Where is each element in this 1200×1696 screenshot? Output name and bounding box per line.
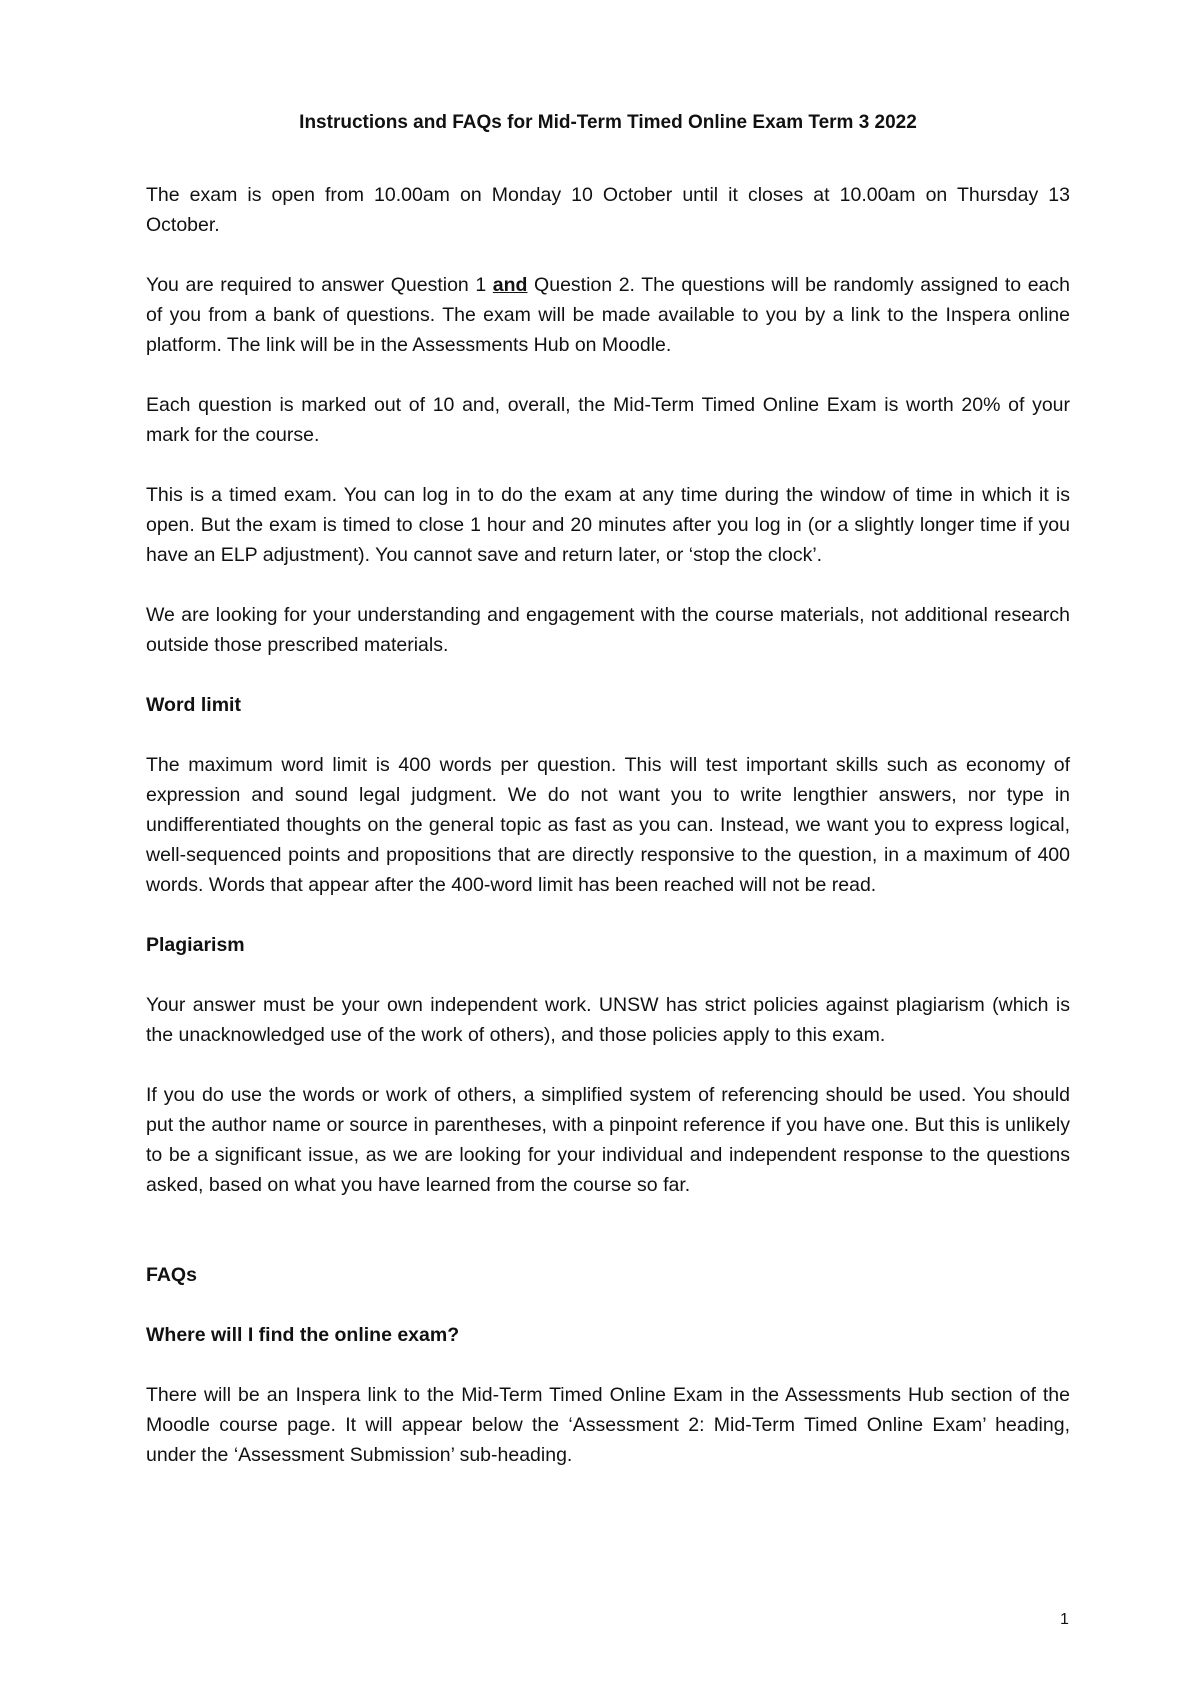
- questions-text-start: You are required to answer Question 1: [146, 274, 493, 296]
- questions-paragraph: [146, 270, 1070, 360]
- plagiarism-paragraph: Your answer must be your own independent work. UNSW has strict policies against plagiarism (which is the unacknowledged use of the work of others), and those policies apply to this exam.: [146, 994, 1070, 1046]
- timing-paragraph: This is a timed exam. You can log in to do the exam at any time during the window of time in which it is open. But the exam is timed to close 1 hour and 20 minutes after you log in (or a slightly longer time if you have an ELP adjustment). You cannot save and return later, or ‘stop the clock’.: [146, 484, 1070, 566]
- faq-question-1: Where will I find the online exam?: [146, 1324, 460, 1346]
- questions-text-end: Question 2. The questions will be randomly assigned to each of you from a bank of questions. The exam will be made available to you by a link to the Inspera online platform. The link will be in the Assessments Hub on Moodle.: [146, 274, 1070, 356]
- spacer: [146, 1230, 1070, 1260]
- document-title: Instructions and FAQs for Mid-Term Timed Online Exam Term 3 2022: [299, 112, 917, 133]
- page-number: 1: [1060, 1611, 1069, 1628]
- and-emphasis: and: [492, 274, 528, 296]
- expectations-paragraph: We are looking for your understanding and engagement with the course materials, not additional research outside those prescribed materials.: [146, 604, 1070, 656]
- word-limit-heading: Word limit: [146, 694, 241, 716]
- faq-answer-1: There will be an Inspera link to the Mid-Term Timed Online Exam in the Assessments Hub section of the Moodle course page. It will appear below the ‘Assessment 2: Mid-Term Timed Online Exam’ heading, under the ‘Assessment Submission’ sub-heading.: [146, 1384, 1070, 1466]
- marks-paragraph: Each question is marked out of 10 and, overall, the Mid-Term Timed Online Exam is worth 20% of your mark for the course.: [146, 394, 1070, 446]
- exam-window-paragraph: The exam is open from 10.00am on Monday 10 October until it closes at 10.00am on Thursday 13 October.: [146, 184, 1070, 236]
- faqs-heading: FAQs: [146, 1264, 197, 1286]
- plagiarism-heading: Plagiarism: [146, 934, 245, 956]
- referencing-paragraph: If you do use the words or work of others, a simplified system of referencing should be used. You should put the author name or source in parentheses, with a pinpoint reference if you have one. But this is unlikely to be a significant issue, as we are looking for your individual and independent response to the questions asked, based on what you have learned from the course so far.: [146, 1084, 1070, 1196]
- word-limit-paragraph: The maximum word limit is 400 words per question. This will test important skills such as economy of expression and sound legal judgment. We do not want you to write lengthier answers, nor type in undifferentiated thoughts on the general topic as fast as you can. Instead, we want you to express logical, well-sequenced points and propositions that are directly responsive to the question, in a maximum of 400 words. Words that appear after the 400-word limit has been reached will not be read.: [146, 754, 1070, 896]
- document-content: [146, 108, 1070, 1500]
